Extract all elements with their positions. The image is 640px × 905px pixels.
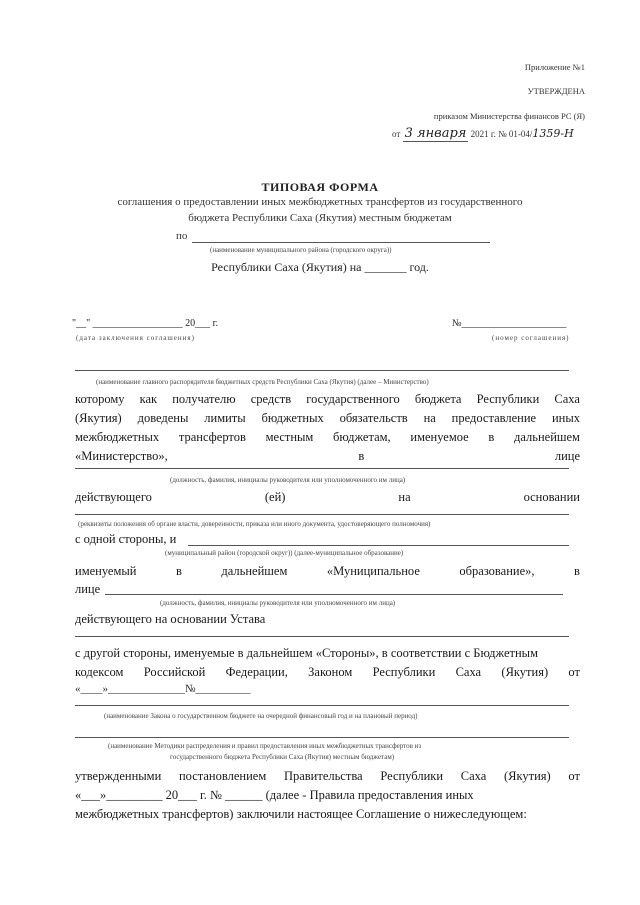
- word: доведены: [137, 411, 189, 425]
- word: бюджетам,: [333, 430, 391, 444]
- paragraph-line-4: [75, 449, 580, 464]
- word: на: [423, 411, 436, 425]
- paragraph-line-2: [75, 411, 580, 426]
- charter-line: [75, 636, 569, 637]
- word: дальнейшем: [514, 430, 580, 444]
- handwritten-date: 3 января: [404, 126, 467, 141]
- approved-label: УТВЕРЖДЕНА: [527, 86, 585, 96]
- word: обязательств: [339, 411, 408, 425]
- municipal-name-line: [192, 242, 490, 243]
- agreement-date-caption: (дата заключения соглашения): [76, 334, 195, 342]
- word: получателю: [172, 392, 236, 406]
- word: образование»,: [459, 564, 535, 578]
- word: именуемое: [410, 430, 469, 444]
- word: иных: [551, 411, 580, 425]
- law-caption: (наименование Закона о государственном бюджете на очередной финансовый год и на плановый период): [104, 712, 418, 720]
- documents-caption: (реквизиты положения об органе власти, доверенности, приказа или иного документа, удостоверяющего полномочия): [78, 520, 431, 528]
- word: кодексом: [75, 665, 124, 679]
- word: Республики: [372, 665, 436, 679]
- title-po: по: [176, 230, 188, 242]
- word: Федерации,: [225, 665, 288, 679]
- word: государственного: [306, 392, 400, 406]
- word: Саха: [455, 665, 482, 679]
- methodology-caption-1: (наименование Методики распределения и правил предоставления иных межбюджетных трансфертов из: [108, 742, 422, 750]
- paragraph-line-14: «___»_________ 20___ г. № ______ (далее - Правила предоставления иных: [75, 788, 474, 802]
- title-line-1: соглашения о предоставлении иных межбюджетных трансфертов из государственного: [117, 196, 523, 208]
- word: межбюджетных: [75, 430, 160, 444]
- word: лимиты: [204, 411, 246, 425]
- agreement-number-caption: (номер соглашения): [492, 334, 570, 342]
- word: действующего: [75, 490, 152, 504]
- paragraph-line-3: [75, 430, 580, 445]
- paragraph-line-6: с одной стороны, и: [75, 532, 177, 546]
- paragraph-line-9: действующего на основании Устава: [75, 612, 266, 626]
- word: именуемый: [75, 564, 137, 578]
- title-line-3: Республики Саха (Якутия) на _______ год.: [211, 260, 429, 274]
- paragraph-line-1: [75, 392, 580, 407]
- appendix-label: Приложение №1: [524, 62, 585, 72]
- word: основании: [523, 490, 580, 504]
- word: в: [488, 430, 495, 444]
- position-caption: (должность, фамилия, инициалы руководителя или уполномоченного им лица): [170, 476, 406, 484]
- handwritten-number: 1359-Н: [532, 127, 574, 140]
- paragraph-line-11: [75, 665, 580, 680]
- word: средств: [250, 392, 292, 406]
- word: постановлением: [178, 769, 267, 783]
- title-line-2: бюджета Республики Саха (Якутия) местным бюджетам: [188, 212, 452, 224]
- word: (Якутия): [75, 411, 122, 425]
- paragraph-line-12: «____»______________№__________: [75, 683, 251, 695]
- word: как: [139, 392, 158, 406]
- agreement-date: "__" __________________ 20___ г.: [72, 318, 219, 329]
- word: бюджетных: [261, 411, 324, 425]
- agreement-number: №_____________________: [452, 318, 567, 329]
- paragraph-line-15: межбюджетных трансфертов) заключили настоящее Соглашение о нижеследующем:: [75, 807, 527, 821]
- head-caption: (должность, фамилия, инициалы руководителя или уполномоченного им лица): [160, 599, 396, 607]
- word: предоставление: [451, 411, 537, 425]
- municipal-district-line: [188, 545, 569, 546]
- word: Республики: [380, 769, 444, 783]
- head-line: [105, 594, 563, 595]
- municipal-district-caption: (муниципальный район (городской округ)) (далее-муниципальное образование): [165, 549, 404, 557]
- word: Правительства: [283, 769, 363, 783]
- date-suffix: 2021 г. № 01-04/: [470, 129, 533, 139]
- word: (Якутия): [501, 665, 549, 679]
- word: Саха: [460, 769, 487, 783]
- word: дальнейшем: [221, 564, 288, 578]
- position-line: [75, 468, 569, 469]
- methodology-caption-2: государственного бюджета Республики Саха (Якутия) местным бюджетам): [170, 753, 395, 761]
- methodology-line: [75, 737, 569, 738]
- word: бюджета: [414, 392, 462, 406]
- approval-date-row: [392, 126, 574, 141]
- paragraph-line-8: лице: [75, 582, 101, 596]
- word: в: [175, 564, 182, 578]
- paragraph-line-5: [75, 490, 580, 505]
- ministry-line: [75, 370, 569, 371]
- word: Республики: [476, 392, 540, 406]
- paragraph-line-10: с другой стороны, именуемые в дальнейшем «Стороны», в соответствии с Бюджетным: [75, 646, 538, 660]
- word: (ей): [264, 490, 286, 504]
- ministry-caption: (наименование главного распорядителя бюджетных средств Республики Саха (Якутия) (далее – Министерство): [96, 378, 429, 386]
- word: Законом: [308, 665, 353, 679]
- word: местным: [265, 430, 314, 444]
- word: (Якутия): [503, 769, 551, 783]
- paragraph-line-13: [75, 769, 580, 784]
- word: Саха: [554, 392, 580, 406]
- word: которому: [75, 392, 125, 406]
- documents-line: [75, 514, 569, 515]
- word: «Муниципальное: [326, 564, 420, 578]
- paragraph-line-7: [75, 564, 580, 579]
- word: от: [568, 665, 580, 679]
- date-prefix: от: [392, 129, 401, 139]
- form-heading: ТИПОВАЯ ФОРМА: [261, 180, 379, 194]
- approval-order: приказом Министерства финансов РС (Я): [433, 111, 585, 121]
- word: Российской: [143, 665, 206, 679]
- word: лице: [554, 449, 580, 463]
- law-line: [75, 705, 569, 706]
- word: в: [574, 564, 580, 578]
- word: на: [398, 490, 411, 504]
- municipal-caption: (наименование муниципального района (городского округа)): [210, 246, 392, 254]
- word: в: [358, 449, 365, 463]
- word: утвержденными: [75, 769, 162, 783]
- word: «Министерство»,: [75, 449, 168, 463]
- word: трансфертов: [178, 430, 246, 444]
- word: от: [568, 769, 580, 783]
